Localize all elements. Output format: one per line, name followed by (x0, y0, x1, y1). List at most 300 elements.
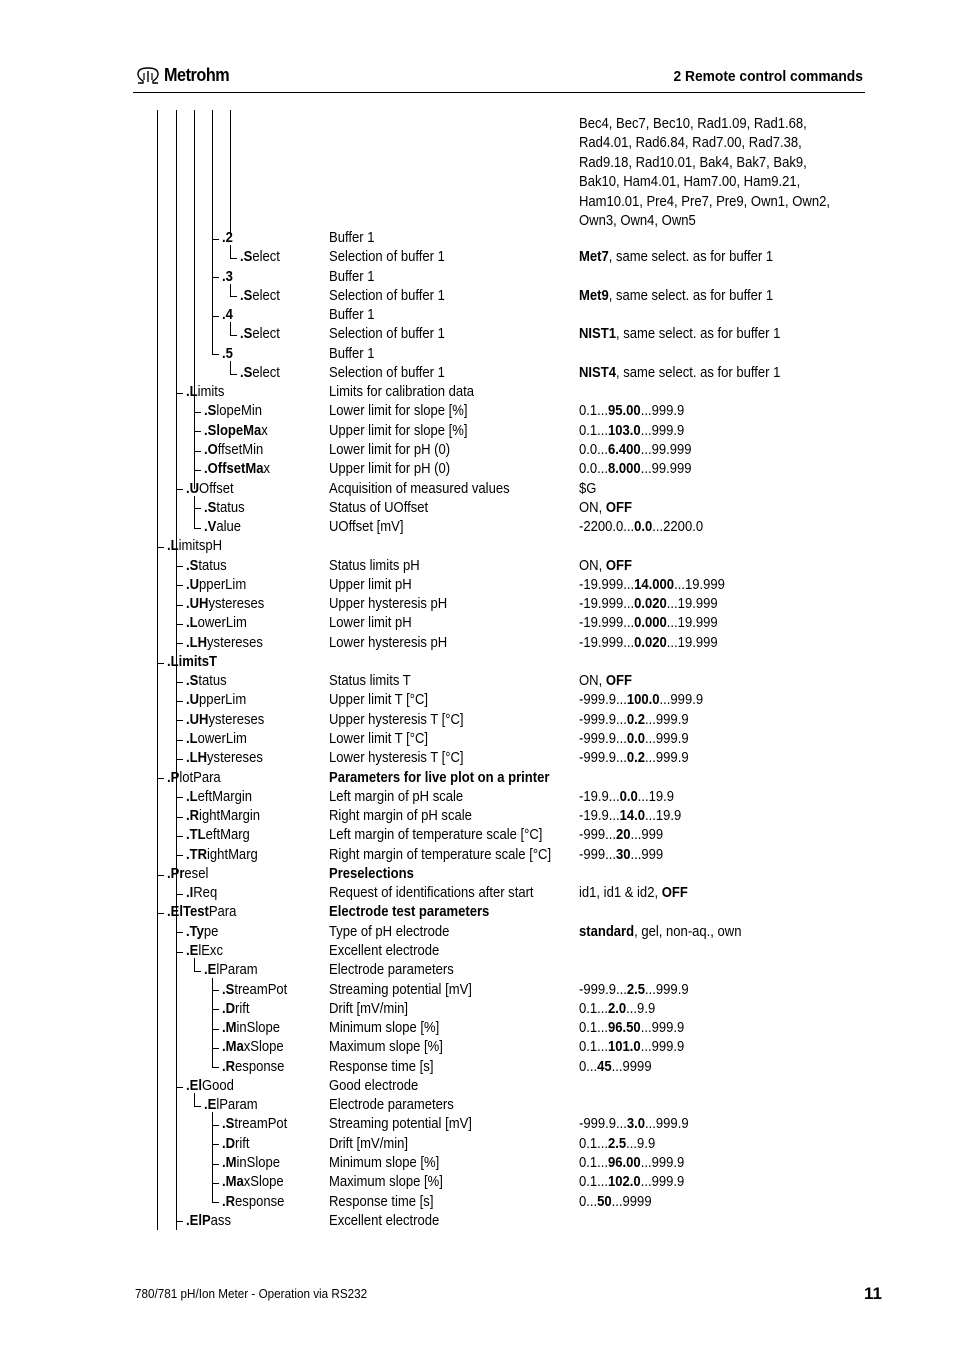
text-fragment: inSlope (236, 1020, 281, 1037)
bold-fragment: .OffsetMa (204, 461, 264, 478)
command-name (222, 1019, 280, 1038)
command-row (0, 537, 954, 556)
command-description: UOffset [mV] (329, 519, 404, 536)
text-fragment: $G (579, 480, 597, 497)
text-fragment: ...99.999 (640, 441, 692, 458)
command-value-range (579, 884, 688, 903)
text-fragment: , same select. as for buffer 1 (615, 364, 781, 381)
command-value-range (579, 1019, 684, 1038)
text-fragment: 0.0... (579, 461, 609, 478)
command-row (0, 614, 954, 633)
text-fragment: Good (201, 1077, 234, 1094)
command-name (204, 422, 268, 441)
command-value-range (579, 595, 718, 614)
command-description: Buffer 1 (329, 345, 375, 362)
bold-fragment: 2.0 (608, 1000, 627, 1017)
text-fragment: -19.999... (579, 596, 635, 613)
command-row (0, 422, 954, 441)
command-description: Acquisition of measured values (329, 480, 510, 497)
text-fragment: pe (203, 923, 219, 940)
command-name (186, 942, 223, 961)
command-description: Parameters for live plot on a printer (329, 769, 550, 786)
bold-fragment: .L (186, 731, 198, 748)
text-fragment: 0.1... (579, 403, 609, 420)
command-name (186, 1077, 234, 1096)
command-name (186, 788, 252, 807)
command-name (186, 923, 218, 942)
bold-fragment: 14.000 (634, 576, 675, 593)
command-name (186, 826, 250, 845)
bold-fragment: 103.0 (608, 422, 641, 439)
bold-fragment: .2 (222, 230, 233, 246)
bold-fragment: 95.00 (608, 403, 641, 420)
text-fragment: 0.1... (579, 1174, 609, 1191)
command-name (222, 1038, 284, 1057)
text-fragment: ...19.9 (645, 808, 682, 825)
buffer-list-line: Own3, Own4, Own5 (579, 213, 696, 230)
command-description: Lower limit for pH (0) (329, 441, 451, 458)
command-name (204, 441, 263, 460)
command-value-range (579, 1058, 652, 1077)
bold-fragment: .S (204, 499, 217, 516)
command-value-range (579, 499, 632, 518)
bold-fragment: .L (186, 788, 198, 805)
command-row (0, 460, 954, 479)
command-description: Preselections (329, 865, 414, 882)
command-description: Right margin of temperature scale [°C] (329, 846, 552, 863)
command-description: Electrode parameters (329, 1097, 454, 1114)
text-fragment: xSlope (243, 1039, 284, 1056)
command-name (167, 903, 236, 922)
text-fragment: , same select. as for buffer 1 (608, 287, 774, 304)
command-row (0, 961, 954, 980)
buffer-list-line: Rad4.01, Rad6.84, Rad7.00, Rad7.38, (579, 135, 802, 152)
command-value-range (579, 846, 663, 865)
command-row (0, 1038, 954, 1057)
text-fragment: Offset (199, 480, 234, 497)
command-row (0, 884, 954, 903)
command-description: Streaming potential [mV] (329, 1116, 472, 1133)
bold-fragment: .U (186, 480, 200, 497)
command-description: Streaming potential [mV] (329, 981, 472, 998)
command-name (186, 480, 234, 499)
command-value-range (579, 1173, 684, 1192)
text-fragment: elect (252, 249, 280, 266)
command-name (204, 961, 258, 980)
command-value-range (579, 518, 703, 537)
command-value-range (579, 460, 691, 479)
bold-fragment: .V (204, 519, 217, 536)
bold-fragment: .E (204, 962, 217, 979)
bold-fragment: .Pr (167, 865, 185, 882)
command-description: Electrode parameters (329, 962, 454, 979)
text-fragment: treamPot (234, 1116, 288, 1133)
command-row (0, 769, 954, 788)
command-description: Lower hysteresis T [°C] (329, 750, 464, 767)
command-description: Selection of buffer 1 (329, 287, 445, 304)
bold-fragment: 96.50 (608, 1020, 641, 1037)
bold-fragment: .TR (186, 846, 208, 863)
text-fragment: ...999.9 (645, 1116, 689, 1133)
text-fragment: -999... (579, 827, 616, 844)
bold-fragment: Met7 (579, 249, 609, 266)
command-description: Buffer 1 (329, 268, 375, 285)
command-row (0, 287, 954, 306)
command-row (0, 1173, 954, 1192)
command-row (0, 730, 954, 749)
bold-fragment: 8.000 (608, 461, 641, 478)
text-fragment: -999.9... (579, 692, 627, 709)
bold-fragment: .4 (222, 307, 233, 324)
command-description: Drift [mV/min] (329, 1000, 409, 1017)
command-description: Maximum slope [%] (329, 1174, 443, 1191)
bold-fragment: .TL (186, 827, 206, 844)
text-fragment: ...19.999 (666, 596, 718, 613)
command-value-range (579, 1000, 655, 1019)
command-name (222, 229, 233, 248)
bold-fragment: 50 (597, 1193, 612, 1210)
bold-fragment: 102.0 (608, 1174, 641, 1191)
command-name (222, 306, 233, 325)
text-fragment: eftMargin (197, 788, 253, 805)
bold-fragment: .Ty (186, 923, 204, 940)
command-row (0, 1115, 954, 1134)
bold-fragment: 96.00 (608, 1154, 641, 1171)
section-title: 2 Remote control commands (673, 68, 863, 85)
text-fragment: ...9999 (611, 1193, 652, 1210)
command-description: Limits for calibration data (329, 384, 475, 401)
command-name (240, 287, 280, 306)
command-row (0, 325, 954, 344)
text-fragment: tatus (198, 557, 227, 574)
command-row (0, 923, 954, 942)
bold-fragment: .ElTest (167, 904, 209, 921)
text-fragment: ...999.9 (640, 1020, 685, 1037)
bold-fragment: OFF (605, 499, 632, 516)
command-name (186, 730, 247, 749)
text-fragment: ightMarg (207, 846, 258, 863)
text-fragment: , same select. as for buffer 1 (615, 326, 781, 343)
command-row (0, 268, 954, 287)
bold-fragment: OFF (661, 885, 688, 902)
command-value-range (579, 826, 663, 845)
buffer-list-line: Bec4, Bec7, Bec10, Rad1.09, Rad1.68, (579, 116, 807, 132)
text-fragment: ystereses (208, 711, 265, 728)
bold-fragment: .S (240, 364, 253, 381)
bold-fragment: 20 (615, 827, 631, 844)
text-fragment: -19.999... (579, 615, 635, 632)
bold-fragment: .UH (186, 711, 209, 728)
command-value-range (579, 364, 780, 383)
bold-fragment: .E (204, 1097, 217, 1114)
command-row (0, 672, 954, 691)
footer-document-title: 780/781 pH/Ion Meter - Operation via RS232 (135, 1286, 368, 1301)
command-name (186, 807, 260, 826)
command-description: Left margin of temperature scale [°C] (329, 827, 543, 844)
command-name (186, 711, 264, 730)
text-fragment: lParam (216, 1097, 258, 1114)
command-description: Selection of buffer 1 (329, 249, 445, 266)
text-fragment: -999.9... (579, 731, 627, 748)
text-fragment: ...999.9 (640, 422, 685, 439)
command-row (0, 402, 954, 421)
command-description: Lower limit pH (329, 615, 412, 632)
text-fragment: ystereses (208, 596, 265, 613)
text-fragment: esponse (235, 1058, 285, 1075)
command-row (0, 981, 954, 1000)
text-fragment: -2200.0... (579, 519, 635, 536)
page-number: 11 (864, 1284, 882, 1303)
buffer-list-line: Rad9.18, Rad10.01, Bak4, Bak7, Bak9, (579, 154, 807, 171)
text-fragment: 0.1... (579, 1135, 609, 1152)
command-row (0, 1135, 954, 1154)
bold-fragment: 2.5 (626, 981, 646, 998)
command-description: Buffer 1 (329, 230, 375, 246)
command-row (0, 557, 954, 576)
command-value-range (579, 480, 596, 499)
bold-fragment: .S (222, 1116, 235, 1133)
bold-fragment: .P (167, 769, 180, 786)
command-name (222, 981, 287, 1000)
command-description: Buffer 1 (329, 307, 375, 324)
command-value-range (579, 788, 674, 807)
text-fragment: treamPot (234, 981, 288, 998)
bold-fragment: 0.0 (634, 519, 653, 536)
command-name (186, 634, 263, 653)
text-fragment: -999.9... (579, 750, 627, 767)
text-fragment: ystereses (207, 750, 263, 767)
command-row (0, 1193, 954, 1212)
command-description: Selection of buffer 1 (329, 326, 445, 343)
bold-fragment: .S (240, 249, 253, 266)
bold-fragment: .L (186, 615, 198, 632)
command-description: Upper limit for pH (0) (329, 461, 451, 478)
text-fragment: -19.9... (579, 808, 620, 825)
bold-fragment: .S (186, 673, 199, 690)
bold-fragment: 0.0 (626, 731, 646, 748)
command-name (222, 1000, 250, 1019)
command-value-range (579, 441, 691, 460)
text-fragment: , gel, non-aq., own (634, 923, 742, 940)
command-name (186, 672, 227, 691)
command-value-range (579, 422, 684, 441)
command-value-range (579, 749, 689, 768)
command-name (186, 749, 263, 768)
text-fragment: ...999.9 (645, 981, 689, 998)
command-description: Maximum slope [%] (329, 1039, 443, 1056)
command-description: Response time [s] (329, 1058, 434, 1075)
bold-fragment: Met9 (579, 287, 609, 304)
command-row (0, 865, 954, 884)
text-fragment: ...9999 (611, 1058, 652, 1075)
command-name (204, 499, 245, 518)
text-fragment: ...999.9 (645, 711, 689, 728)
command-description: Left margin of pH scale (329, 788, 464, 805)
command-description: Status limits T (329, 673, 411, 690)
command-value-range (579, 325, 780, 344)
command-name (186, 614, 247, 633)
text-fragment: ...19.999 (674, 576, 725, 593)
text-fragment: imits (197, 384, 225, 401)
command-row (0, 1096, 954, 1115)
command-row (0, 441, 954, 460)
text-fragment: 0.1... (579, 1154, 609, 1171)
text-fragment: lParam (216, 962, 258, 979)
command-row (0, 903, 954, 922)
command-value-range (579, 981, 689, 1000)
bold-fragment: .U (186, 692, 200, 709)
text-fragment: x (261, 422, 268, 439)
command-description: Good electrode (329, 1077, 419, 1094)
command-row (0, 576, 954, 595)
bold-fragment: 6.400 (608, 441, 641, 458)
bold-fragment: .L (186, 384, 198, 401)
bold-fragment: 2.5 (608, 1135, 627, 1152)
text-fragment: ass (210, 1212, 231, 1229)
text-fragment: elect (252, 326, 280, 343)
bold-fragment: NIST1 (579, 326, 616, 343)
text-fragment: inSlope (236, 1154, 281, 1171)
command-name (186, 595, 264, 614)
command-row (0, 306, 954, 325)
command-name (186, 576, 246, 595)
command-row (0, 653, 954, 672)
command-name (240, 248, 280, 267)
command-value-range (579, 557, 632, 576)
bold-fragment: .LH (186, 750, 208, 767)
command-value-range (579, 576, 725, 595)
command-row (0, 248, 954, 267)
command-row (0, 807, 954, 826)
command-row (0, 499, 954, 518)
bold-fragment: .R (222, 1058, 236, 1075)
command-description: Response time [s] (329, 1193, 434, 1210)
command-row (0, 1154, 954, 1173)
bold-fragment: .L (167, 538, 179, 555)
bold-fragment: .R (222, 1193, 236, 1210)
bold-fragment: .LH (186, 634, 208, 651)
bold-fragment: .S (240, 287, 253, 304)
command-name (222, 1058, 284, 1077)
text-fragment: 0.1... (579, 1000, 609, 1017)
bold-fragment: 0.020 (634, 634, 667, 651)
text-fragment: ...999.9 (645, 750, 689, 767)
command-name (204, 402, 262, 421)
command-description: Upper limit pH (329, 576, 412, 593)
bold-fragment: 0.2 (626, 750, 646, 767)
bold-fragment: .UH (186, 596, 209, 613)
command-description: Upper limit for slope [%] (329, 422, 468, 439)
buffer-list-line: Ham10.01, Pre4, Pre7, Pre9, Own1, Own2, (579, 193, 830, 210)
command-value-range (579, 402, 684, 421)
text-fragment: ...999.9 (640, 1039, 685, 1056)
command-description: Lower limit T [°C] (329, 731, 429, 748)
text-fragment: elect (252, 287, 280, 304)
text-fragment: lotPara (179, 769, 221, 786)
text-fragment: ...2200.0 (652, 519, 704, 536)
command-name (204, 1096, 258, 1115)
command-row (0, 364, 954, 383)
text-fragment: ...999.9 (659, 692, 704, 709)
command-description: Right margin of pH scale (329, 808, 472, 825)
bold-fragment: .I (186, 885, 194, 902)
text-fragment: ...19.999 (666, 615, 718, 632)
command-description: Request of identifications after start (329, 885, 534, 902)
command-name (204, 460, 270, 479)
text-fragment: -999... (579, 846, 616, 863)
command-name (222, 1193, 284, 1212)
text-fragment: eftMarg (205, 827, 250, 844)
command-row (0, 1000, 954, 1019)
command-value-range (579, 634, 718, 653)
command-row (0, 826, 954, 845)
bold-fragment: 14.0 (619, 808, 646, 825)
command-name (222, 1173, 284, 1192)
bold-fragment: .S (240, 326, 253, 343)
text-fragment: rift (235, 1000, 250, 1017)
bold-fragment: .S (222, 981, 235, 998)
text-fragment: ...19.999 (666, 634, 718, 651)
bold-fragment: .U (186, 576, 200, 593)
bold-fragment: 3.0 (626, 1116, 646, 1133)
command-name (240, 364, 280, 383)
text-fragment: -19.999... (579, 634, 635, 651)
command-row (0, 229, 954, 248)
command-row (0, 1212, 954, 1231)
command-row (0, 634, 954, 653)
command-name (186, 846, 258, 865)
command-value-range (579, 807, 681, 826)
bold-fragment: .D (222, 1000, 236, 1017)
command-value-range (579, 1154, 684, 1173)
text-fragment: 0.1... (579, 1039, 609, 1056)
text-fragment: ...999 (630, 827, 664, 844)
text-fragment: ...9.9 (626, 1000, 656, 1017)
command-value-range (579, 691, 703, 710)
text-fragment: owerLim (197, 615, 247, 632)
bold-fragment: .3 (222, 268, 233, 285)
command-name (222, 268, 233, 287)
bold-fragment: .Ma (222, 1174, 244, 1191)
text-fragment: ...99.999 (640, 461, 692, 478)
text-fragment: 0.1... (579, 1020, 609, 1037)
command-row (0, 749, 954, 768)
bold-fragment: .M (222, 1020, 237, 1037)
command-description: Status limits pH (329, 557, 420, 574)
text-fragment: ffsetMin (217, 441, 264, 458)
text-fragment: owerLim (197, 731, 247, 748)
bold-fragment: .ElP (186, 1212, 211, 1229)
text-fragment: tatus (216, 499, 245, 516)
command-name (167, 537, 222, 556)
text-fragment: xSlope (243, 1174, 284, 1191)
bold-fragment: 101.0 (608, 1039, 641, 1056)
text-fragment: elect (252, 364, 280, 381)
text-fragment: esel (184, 865, 209, 882)
command-value-range (579, 1038, 684, 1057)
bold-fragment: 30 (615, 846, 631, 863)
command-value-range (579, 730, 689, 749)
text-fragment: ON, (579, 499, 606, 516)
command-row (0, 1019, 954, 1038)
command-row (0, 383, 954, 402)
command-description: Lower hysteresis pH (329, 634, 448, 651)
text-fragment: , same select. as for buffer 1 (608, 249, 774, 266)
command-value-range (579, 248, 773, 267)
command-description: Electrode test parameters (329, 904, 490, 921)
command-value-range (579, 287, 773, 306)
text-fragment: 0... (579, 1058, 598, 1075)
